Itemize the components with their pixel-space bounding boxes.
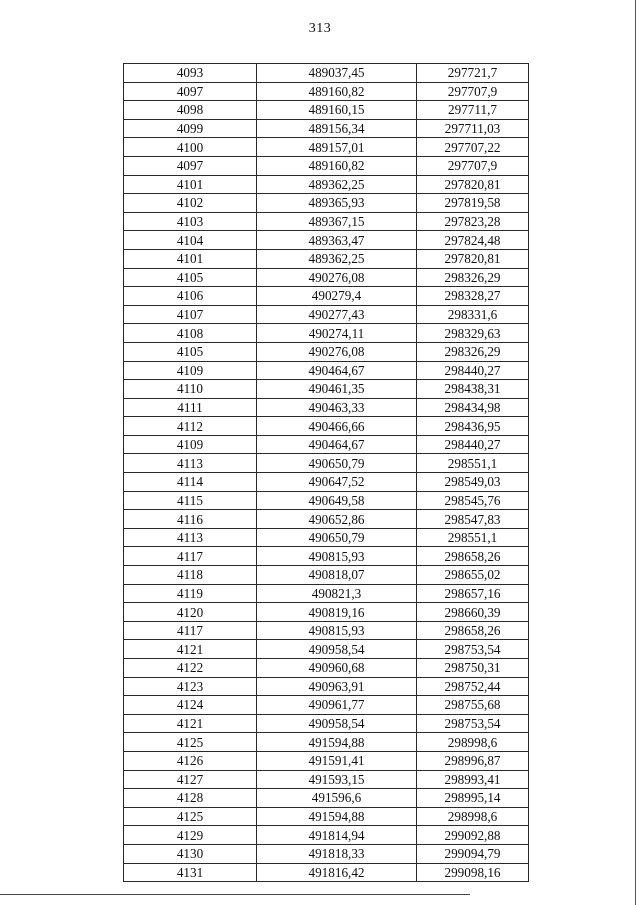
x-coordinate-cell: 489157,01 <box>257 138 417 157</box>
table-row <box>124 417 529 436</box>
point-number-cell: 4093 <box>124 64 257 83</box>
point-number-cell: 4104 <box>124 231 257 250</box>
y-coordinate-cell: 298753,54 <box>417 714 529 733</box>
x-coordinate-cell: 490652,86 <box>257 510 417 529</box>
table-row <box>124 510 529 529</box>
y-coordinate-cell: 297711,7 <box>417 101 529 120</box>
table-row <box>124 324 529 343</box>
x-coordinate-cell: 489037,45 <box>257 64 417 83</box>
table-row <box>124 696 529 715</box>
x-coordinate-cell: 491591,41 <box>257 751 417 770</box>
x-coordinate-cell: 490960,68 <box>257 659 417 678</box>
y-coordinate-cell: 298755,68 <box>417 696 529 715</box>
point-number-cell: 4126 <box>124 751 257 770</box>
y-coordinate-cell: 297820,81 <box>417 249 529 268</box>
y-coordinate-cell: 298547,83 <box>417 510 529 529</box>
y-coordinate-cell: 298998,6 <box>417 807 529 826</box>
x-coordinate-cell: 490466,66 <box>257 417 417 436</box>
y-coordinate-cell: 298752,44 <box>417 677 529 696</box>
x-coordinate-cell: 490464,67 <box>257 361 417 380</box>
y-coordinate-cell: 298995,14 <box>417 789 529 808</box>
y-coordinate-cell: 298998,6 <box>417 733 529 752</box>
y-coordinate-cell: 297707,22 <box>417 138 529 157</box>
y-coordinate-cell: 298326,29 <box>417 342 529 361</box>
point-number-cell: 4124 <box>124 696 257 715</box>
y-coordinate-cell: 298551,1 <box>417 454 529 473</box>
point-number-cell: 4103 <box>124 212 257 231</box>
table-row <box>124 454 529 473</box>
table-row <box>124 268 529 287</box>
x-coordinate-cell: 490821,3 <box>257 584 417 603</box>
point-number-cell: 4109 <box>124 361 257 380</box>
y-coordinate-cell: 297711,03 <box>417 119 529 138</box>
point-number-cell: 4105 <box>124 342 257 361</box>
point-number-cell: 4113 <box>124 454 257 473</box>
point-number-cell: 4107 <box>124 305 257 324</box>
table-row <box>124 547 529 566</box>
y-coordinate-cell: 298657,16 <box>417 584 529 603</box>
point-number-cell: 4108 <box>124 324 257 343</box>
x-coordinate-cell: 489363,47 <box>257 231 417 250</box>
table-row <box>124 807 529 826</box>
table-row <box>124 491 529 510</box>
point-number-cell: 4130 <box>124 844 257 863</box>
y-coordinate-cell: 297707,9 <box>417 156 529 175</box>
y-coordinate-cell: 298440,27 <box>417 361 529 380</box>
table-row <box>124 119 529 138</box>
y-coordinate-cell: 298655,02 <box>417 566 529 585</box>
table-row <box>124 789 529 808</box>
y-coordinate-cell: 298753,54 <box>417 640 529 659</box>
y-coordinate-cell: 298551,1 <box>417 528 529 547</box>
point-number-cell: 4120 <box>124 603 257 622</box>
table-row <box>124 398 529 417</box>
x-coordinate-cell: 490958,54 <box>257 640 417 659</box>
bottom-rule <box>0 894 470 895</box>
page-edge <box>635 0 636 905</box>
y-coordinate-cell: 297823,28 <box>417 212 529 231</box>
x-coordinate-cell: 489367,15 <box>257 212 417 231</box>
y-coordinate-cell: 297820,81 <box>417 175 529 194</box>
x-coordinate-cell: 490464,67 <box>257 435 417 454</box>
table-row <box>124 733 529 752</box>
table-row <box>124 231 529 250</box>
x-coordinate-cell: 489365,93 <box>257 194 417 213</box>
point-number-cell: 4119 <box>124 584 257 603</box>
y-coordinate-cell: 297824,48 <box>417 231 529 250</box>
table-row <box>124 566 529 585</box>
x-coordinate-cell: 490276,08 <box>257 268 417 287</box>
table-row <box>124 770 529 789</box>
y-coordinate-cell: 298750,31 <box>417 659 529 678</box>
point-number-cell: 4123 <box>124 677 257 696</box>
y-coordinate-cell: 298993,41 <box>417 770 529 789</box>
point-number-cell: 4125 <box>124 733 257 752</box>
point-number-cell: 4121 <box>124 714 257 733</box>
y-coordinate-cell: 298331,6 <box>417 305 529 324</box>
x-coordinate-cell: 489362,25 <box>257 249 417 268</box>
point-number-cell: 4109 <box>124 435 257 454</box>
point-number-cell: 4106 <box>124 287 257 306</box>
x-coordinate-cell: 490277,43 <box>257 305 417 324</box>
table-row <box>124 714 529 733</box>
x-coordinate-cell: 490963,91 <box>257 677 417 696</box>
table-row <box>124 82 529 101</box>
y-coordinate-cell: 299094,79 <box>417 844 529 863</box>
table-row <box>124 640 529 659</box>
table-row <box>124 751 529 770</box>
point-number-cell: 4117 <box>124 621 257 640</box>
table-row <box>124 175 529 194</box>
table-row <box>124 826 529 845</box>
y-coordinate-cell: 299098,16 <box>417 863 529 882</box>
table-row <box>124 677 529 696</box>
point-number-cell: 4114 <box>124 473 257 492</box>
y-coordinate-cell: 298326,29 <box>417 268 529 287</box>
coordinates-table <box>123 63 529 882</box>
x-coordinate-cell: 490461,35 <box>257 380 417 399</box>
x-coordinate-cell: 490279,4 <box>257 287 417 306</box>
x-coordinate-cell: 491816,42 <box>257 863 417 882</box>
x-coordinate-cell: 491594,88 <box>257 807 417 826</box>
y-coordinate-cell: 298329,63 <box>417 324 529 343</box>
point-number-cell: 4098 <box>124 101 257 120</box>
x-coordinate-cell: 490649,58 <box>257 491 417 510</box>
point-number-cell: 4118 <box>124 566 257 585</box>
point-number-cell: 4116 <box>124 510 257 529</box>
x-coordinate-cell: 491596,6 <box>257 789 417 808</box>
point-number-cell: 4115 <box>124 491 257 510</box>
table-row <box>124 156 529 175</box>
y-coordinate-cell: 297707,9 <box>417 82 529 101</box>
y-coordinate-cell: 297721,7 <box>417 64 529 83</box>
table-row <box>124 361 529 380</box>
point-number-cell: 4125 <box>124 807 257 826</box>
point-number-cell: 4129 <box>124 826 257 845</box>
table-row <box>124 435 529 454</box>
table-row <box>124 305 529 324</box>
point-number-cell: 4101 <box>124 175 257 194</box>
point-number-cell: 4097 <box>124 156 257 175</box>
page-number: 313 <box>308 21 332 36</box>
table-row <box>124 249 529 268</box>
point-number-cell: 4102 <box>124 194 257 213</box>
y-coordinate-cell: 299092,88 <box>417 826 529 845</box>
point-number-cell: 4127 <box>124 770 257 789</box>
x-coordinate-cell: 489160,15 <box>257 101 417 120</box>
x-coordinate-cell: 490276,08 <box>257 342 417 361</box>
y-coordinate-cell: 298434,98 <box>417 398 529 417</box>
table-row <box>124 659 529 678</box>
y-coordinate-cell: 298436,95 <box>417 417 529 436</box>
y-coordinate-cell: 298545,76 <box>417 491 529 510</box>
point-number-cell: 4105 <box>124 268 257 287</box>
x-coordinate-cell: 489362,25 <box>257 175 417 194</box>
table-row <box>124 603 529 622</box>
x-coordinate-cell: 490815,93 <box>257 621 417 640</box>
table-row <box>124 194 529 213</box>
y-coordinate-cell: 298658,26 <box>417 547 529 566</box>
table-row <box>124 621 529 640</box>
point-number-cell: 4121 <box>124 640 257 659</box>
table-row <box>124 380 529 399</box>
table-row <box>124 287 529 306</box>
y-coordinate-cell: 298549,03 <box>417 473 529 492</box>
table-row <box>124 101 529 120</box>
point-number-cell: 4110 <box>124 380 257 399</box>
point-number-cell: 4117 <box>124 547 257 566</box>
x-coordinate-cell: 489160,82 <box>257 82 417 101</box>
point-number-cell: 4097 <box>124 82 257 101</box>
point-number-cell: 4128 <box>124 789 257 808</box>
table-row <box>124 863 529 882</box>
point-number-cell: 4101 <box>124 249 257 268</box>
x-coordinate-cell: 490818,07 <box>257 566 417 585</box>
point-number-cell: 4131 <box>124 863 257 882</box>
x-coordinate-cell: 490819,16 <box>257 603 417 622</box>
y-coordinate-cell: 298658,26 <box>417 621 529 640</box>
table-row <box>124 473 529 492</box>
x-coordinate-cell: 491593,15 <box>257 770 417 789</box>
point-number-cell: 4111 <box>124 398 257 417</box>
table-row <box>124 138 529 157</box>
point-number-cell: 4122 <box>124 659 257 678</box>
x-coordinate-cell: 490463,33 <box>257 398 417 417</box>
x-coordinate-cell: 490274,11 <box>257 324 417 343</box>
point-number-cell: 4112 <box>124 417 257 436</box>
y-coordinate-cell: 298328,27 <box>417 287 529 306</box>
x-coordinate-cell: 491594,88 <box>257 733 417 752</box>
y-coordinate-cell: 298438,31 <box>417 380 529 399</box>
y-coordinate-cell: 298660,39 <box>417 603 529 622</box>
y-coordinate-cell: 298440,27 <box>417 435 529 454</box>
table-row <box>124 64 529 83</box>
table-row <box>124 844 529 863</box>
point-number-cell: 4100 <box>124 138 257 157</box>
x-coordinate-cell: 490650,79 <box>257 528 417 547</box>
x-coordinate-cell: 489160,82 <box>257 156 417 175</box>
table-row <box>124 342 529 361</box>
x-coordinate-cell: 490961,77 <box>257 696 417 715</box>
x-coordinate-cell: 490650,79 <box>257 454 417 473</box>
x-coordinate-cell: 489156,34 <box>257 119 417 138</box>
x-coordinate-cell: 490647,52 <box>257 473 417 492</box>
table-row <box>124 584 529 603</box>
y-coordinate-cell: 297819,58 <box>417 194 529 213</box>
point-number-cell: 4099 <box>124 119 257 138</box>
coordinates-table-body <box>124 64 529 882</box>
x-coordinate-cell: 491818,33 <box>257 844 417 863</box>
table-row <box>124 212 529 231</box>
x-coordinate-cell: 490958,54 <box>257 714 417 733</box>
y-coordinate-cell: 298996,87 <box>417 751 529 770</box>
x-coordinate-cell: 491814,94 <box>257 826 417 845</box>
x-coordinate-cell: 490815,93 <box>257 547 417 566</box>
table-row <box>124 528 529 547</box>
point-number-cell: 4113 <box>124 528 257 547</box>
